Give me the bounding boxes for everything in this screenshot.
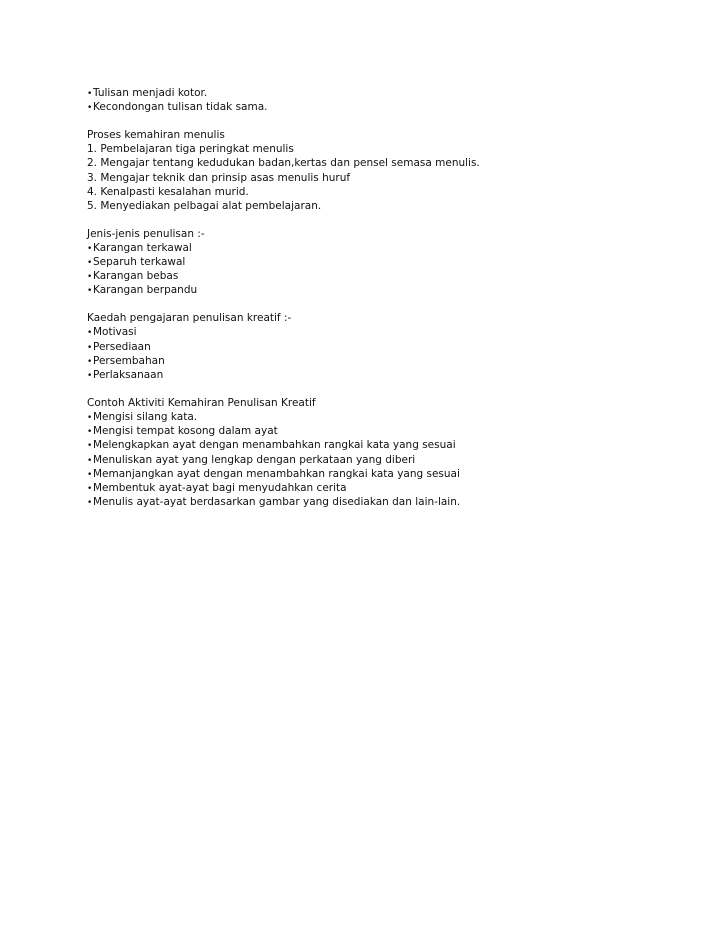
contoh-heading: Contoh Aktiviti Kemahiran Penulisan Kreatif	[87, 396, 316, 409]
document-page	[87, 86, 687, 509]
contoh-item: • Mengisi tempat kosong dalam ayat	[87, 424, 687, 438]
jenis-heading: Jenis-jenis penulisan :-	[87, 227, 205, 240]
contoh-item: • Mengisi silang kata.	[87, 410, 687, 424]
contoh-item: • Menuliskan ayat yang lengkap dengan perkataan yang diberi	[87, 453, 687, 467]
proses-item: 5. Menyediakan pelbagai alat pembelajaran.	[87, 199, 322, 212]
contoh-item: • Memanjangkan ayat dengan menambahkan rangkai kata yang sesuai	[87, 467, 687, 481]
proses-item: 2. Mengajar tentang kedudukan badan,kertas dan pensel semasa menulis.	[87, 157, 480, 170]
proses-item: 3. Mengajar teknik dan prinsip asas menulis huruf	[87, 171, 351, 184]
paragraph-gap	[87, 298, 687, 312]
intro-bullet: • Tulisan menjadi kotor.	[87, 86, 687, 100]
proses-item: 1. Pembelajaran tiga peringkat menulis	[87, 143, 294, 156]
intro-bullet: • Kecondongan tulisan tidak sama.	[87, 100, 687, 114]
paragraph-gap	[87, 114, 687, 128]
kaedah-item: • Persediaan	[87, 340, 687, 354]
paragraph-gap	[87, 213, 687, 227]
jenis-item: • Karangan berpandu	[87, 283, 687, 297]
jenis-item: • Separuh terkawal	[87, 255, 687, 269]
contoh-item: • Membentuk ayat-ayat bagi menyudahkan cerita	[87, 481, 687, 495]
kaedah-item: • Persembahan	[87, 354, 687, 368]
kaedah-heading: Kaedah pengajaran penulisan kreatif :-	[87, 312, 292, 325]
contoh-item: • Melengkapkan ayat dengan menambahkan rangkai kata yang sesuai	[87, 438, 687, 452]
jenis-item: • Karangan terkawal	[87, 241, 687, 255]
kaedah-item: • Motivasi	[87, 325, 687, 339]
proses-item: 4. Kenalpasti kesalahan murid.	[87, 185, 249, 198]
paragraph-gap	[87, 382, 687, 396]
contoh-item: • Menulis ayat-ayat berdasarkan gambar yang disediakan dan lain-lain.	[87, 495, 687, 509]
jenis-item: • Karangan bebas	[87, 269, 687, 283]
proses-heading: Proses kemahiran menulis	[87, 128, 225, 141]
kaedah-item: • Perlaksanaan	[87, 368, 687, 382]
